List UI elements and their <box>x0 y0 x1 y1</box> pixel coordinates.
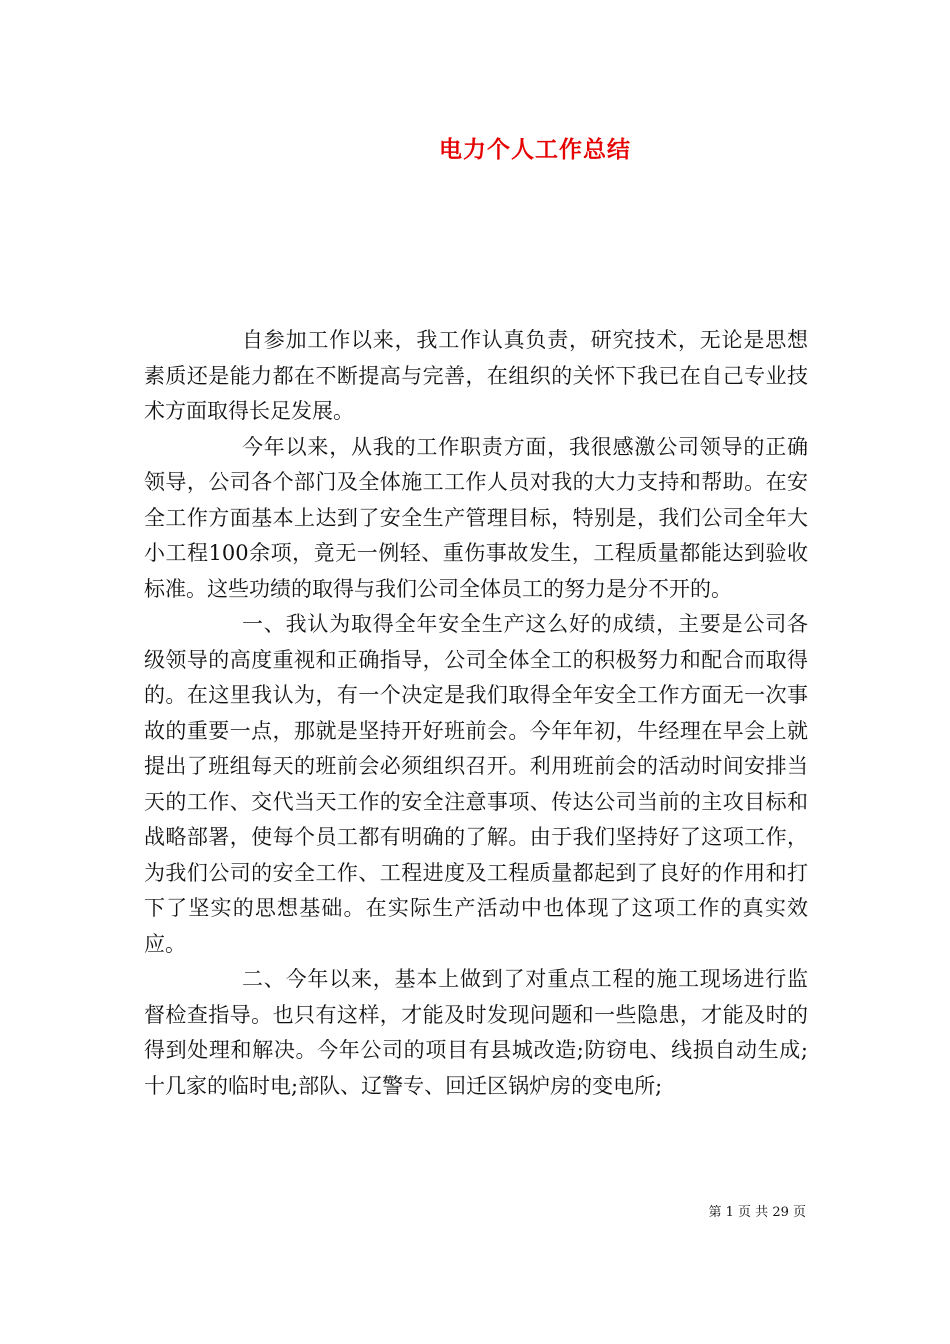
paragraph-intro: 自参加工作以来，我工作认真负责，研究技术，无论是思想素质还是能力都在不断提高与完善，在组织的关怀下我已在自己专业技术方面取得长足发展。 <box>144 328 808 423</box>
page-footer: 第 1 页 共 29 页 <box>708 1205 806 1220</box>
paragraph-section-two: 二、今年以来，基本上做到了对重点工程的施工现场进行监督检查指导。也只有这样，才能及时发现问题和一些隐患，才能及时的得到处理和解决。今年公司的项目有县城改造;防窃电、线损自动生成;十几家的临时电;部队、辽警专、回迁区锅炉房的变电所; <box>144 967 808 1098</box>
paragraph-summary: 今年以来，从我的工作职责方面，我很感激公司领导的正确领导，公司各个部门及全体施工工作人员对我的大力支持和帮助。在安全工作方面基本上达到了安全生产管理目标，特别是，我们公司全年大小工程100余项，竟无一例轻、重伤事故发生，工程质量都能达到验收标准。这些功绩的取得与我们公司全体员工的努力是分不开的。 <box>144 434 808 601</box>
document-body <box>144 323 808 1104</box>
page-title: 电力个人工作总结 <box>439 136 631 163</box>
paragraph-section-one: 一、我认为取得全年安全生产这么好的成绩，主要是公司各级领导的高度重视和正确指导，公司全体全工的积极努力和配合而取得的。在这里我认为，有一个决定是我们取得全年安全工作方面无一次事故的重要一点，那就是坚持开好班前会。今年年初，牛经理在早会上就提出了班组每天的班前会必须组织召开。利用班前会的活动时间安排当天的工作、交代当天工作的安全注意事项、传达公司当前的主攻目标和战略部署，使每个员工都有明确的了解。由于我们坚持好了这项工作，为我们公司的安全工作、工程进度及工程质量都起到了良好的作用和打下了坚实的思想基础。在实际生产活动中也体现了这项工作的真实效应。 <box>144 612 808 956</box>
